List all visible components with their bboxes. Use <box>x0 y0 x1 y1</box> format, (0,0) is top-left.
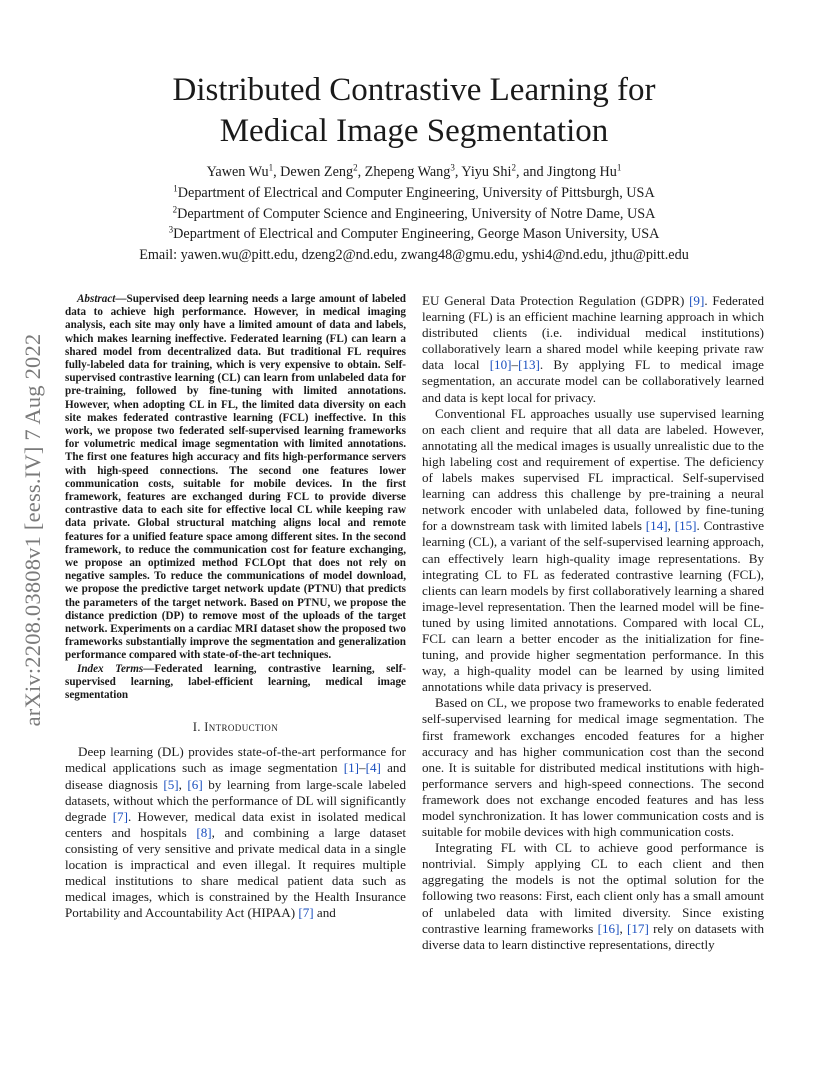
author-name: Dewen Zeng <box>280 164 354 180</box>
paragraph-text: – <box>511 357 519 373</box>
affiliation-line <box>0 224 828 245</box>
paragraph-text: . Contrastive learning (CL), a variant of the self-supervised learning approach, can effectively learn high-quality image representations. By integrating CL to FL as federated contrastive learning (FCL), clients can learn models by first collaboratively learning a shared image-level representation. Then the learned model will be fine-tuned by using limited annotations. Compared with local CL, FCL can learn a better encoder as the initialization for fine-tuning, and provide higher segmentation performance. In this way, a high-quality model can be learned by using limited annotations while data privacy is preserved. <box>422 518 765 695</box>
left-column <box>65 293 406 921</box>
paragraph-text: Conventional FL approaches usually use supervised learning on each client and require that all data are labeled. However, annotating all the medical images is usually unrealistic due to the high labeling cost and requirement of expertise. The deficiency of labels makes supervised FL impractical. Self-supervised learning can address this challenge by pre-training a neural network encoder with unlabeled data, followed by fine-tuning for a downstream task with limited labels <box>422 405 764 534</box>
author-separator: , <box>273 164 281 180</box>
paragraph-text: Integrating FL with CL to achieve good performance is nontrivial. Simply applying CL to each client and then aggregating the models is not the optimal solution for the following two reasons: First, each client only has a small amount of unlabeled data with limited diversity. Since existing contrastive learning frameworks <box>422 840 764 936</box>
affiliation-mark: 1 <box>173 183 178 194</box>
author-affiliation-mark: 3 <box>450 162 455 173</box>
citation-link[interactable]: [16] <box>597 920 620 936</box>
author-separator: , and <box>515 164 548 180</box>
citation-link[interactable]: [1] <box>343 760 360 776</box>
title-line-1: Distributed Contrastive Learning for <box>172 72 656 108</box>
index-terms-text: —Federated learning, contrastive learning, self-supervised learning, label-efficient learning, medical image segmentation <box>65 662 406 702</box>
citation-link[interactable]: [15] <box>674 518 697 534</box>
affiliation-text: Department of Computer Science and Engineering, University of Notre Dame, USA <box>177 205 656 222</box>
citation-link[interactable]: [10] <box>489 357 512 373</box>
affiliation-list <box>0 183 828 245</box>
paragraph-text: and <box>313 905 336 921</box>
paragraph-text: rely on datasets with diverse data to learn distinctive representations, directly <box>422 920 765 952</box>
author-affiliation-mark: 1 <box>268 162 274 173</box>
paragraph-text: , and combining a large dataset consisting of very sensitive and private medical data in a single location is impractical and even illegal. It requires multiple medical institutions to share medical patient data such as medical images, which is constrained by the Health Insurance Portability and Accountability Act (HIPAA) <box>65 824 406 921</box>
author-list <box>0 162 828 183</box>
section-title: Introduction <box>204 720 279 735</box>
right-paragraph-3 <box>422 695 764 840</box>
citation-link[interactable]: [17] <box>627 920 649 936</box>
citation-link[interactable]: [4] <box>365 760 381 776</box>
abstract-text: —Supervised deep learning needs a large amount of labeled data to achieve high performance. However, in medical imaging analysis, each site may only have a limited amount of data and labels, which makes learning ineffective. Federated learning (FL) can learn a shared model from decentralized data. But traditional FL requires fully-labeled data for training, which is very expensive to obtain. Self-supervised contrastive learning (CL) can learn from unlabeled data for pre-training, followed by fine-tuning with limited annotations. However, when adopting CL in FL, the limited data diversity on each site makes federated contrastive learning (FCL) ineffective. In this work, we propose two federated self-supervised learning frameworks for volumetric medical image segmentation with limited annotations. The first one features high accuracy and fits high-performance servers with high-speed connections. The second one features lower communication costs, suitable for mobile devices. In the first framework, features are exchanged during FCL to provide diverse contrastive data to each site for effective local CL while keeping raw data private. Global structural matching aligns local and remote features for a unified feature space among different sites. In the second framework, to reduce the communication cost for feature exchanging, we propose an optimized method FCLOpt that does not rely on negative samples. To reduce the communications of model download, we propose the predictive target network update (PTNU) that predicts the parameters of the target network. Based on PTNU, we propose the distance prediction (DP) to remove most of the uploads of the target network. Experiments on a cardiac MRI dataset show the proposed two frameworks substantially improve the segmentation and generalization performance compared with state-of-the-art techniques. <box>65 293 406 662</box>
author-separator: , <box>357 164 365 180</box>
affiliation-mark: 3 <box>168 224 174 235</box>
arxiv-identifier: arXiv:2208.03808v1 [eess.IV] 7 Aug 2022 <box>20 333 45 727</box>
author-separator: , <box>454 164 462 180</box>
author-affiliation-mark: 1 <box>616 162 622 173</box>
author-name: Yawen Wu <box>206 164 269 180</box>
paragraph-text: , <box>178 776 188 792</box>
paragraph-text: by learning from large-scale labeled datasets, without which the performance of DL will significantly degrade <box>65 776 407 824</box>
right-paragraph-4 <box>422 840 764 953</box>
author-name: Zhepeng Wang <box>364 164 451 180</box>
citation-link[interactable]: [6] <box>187 776 203 792</box>
paragraph-text: . However, medical data exist in isolated medical centers and hospitals <box>65 808 406 840</box>
affiliation-line <box>0 204 828 225</box>
arxiv-side-stamp <box>18 290 48 770</box>
intro-paragraph-1 <box>65 744 406 921</box>
citation-link[interactable]: [13] <box>518 357 540 373</box>
paragraph-text: , <box>619 920 627 936</box>
author-affiliation-mark: 2 <box>353 162 358 173</box>
citation-link[interactable]: [14] <box>645 518 668 534</box>
abstract <box>65 293 406 663</box>
author-affiliation-mark: 2 <box>511 162 516 173</box>
affiliation-mark: 2 <box>172 203 178 214</box>
citation-link[interactable]: [9] <box>689 293 705 308</box>
citation-link[interactable]: [5] <box>163 776 179 792</box>
title-line-2: Medical Image Segmentation <box>219 113 609 149</box>
paragraph-text: . By applying FL to medical image segmentation, an accurate model can be collaboratively learned and data is kept local for privacy. <box>422 357 764 405</box>
paragraph-text: , <box>667 518 675 534</box>
author-name: Yiyu Shi <box>461 164 512 180</box>
paragraph-text: – <box>359 760 366 776</box>
abstract-label: Abstract <box>77 293 116 305</box>
paragraph-text: EU General Data Protection Regulation (GDPR) <box>422 293 690 308</box>
right-paragraph-1 <box>422 293 764 406</box>
affiliation-line <box>0 183 828 204</box>
paragraph-text: . Federated learning (FL) is an efficient machine learning approach in which distributed clients (i.e. individual medical institutions) collaboratively learn a shared model while keeping private raw data local <box>422 293 764 373</box>
index-terms-label: Index Terms <box>77 662 144 675</box>
section-heading <box>65 719 406 735</box>
paragraph-text: and disease diagnosis <box>65 760 406 792</box>
paragraph-text: Deep learning (DL) provides state-of-the-art performance for medical applications such as image segmentation <box>65 744 406 776</box>
right-paragraph-2 <box>422 406 764 696</box>
index-terms <box>65 663 406 703</box>
email-line: Email: yawen.wu@pitt.edu, dzeng2@nd.edu, zwang48@gmu.edu, yshi4@nd.edu, jthu@pitt.edu <box>139 247 689 264</box>
affiliation-text: Department of Electrical and Computer Engineering, George Mason University, USA <box>173 226 660 243</box>
affiliation-text: Department of Electrical and Computer Engineering, University of Pittsburgh, USA <box>177 184 655 201</box>
citation-link[interactable]: [8] <box>196 824 212 840</box>
paragraph-text: Based on CL, we propose two frameworks to enable federated self-supervised learning for medical image segmentation. The first framework exchanges encoded features for a higher accuracy and has higher communication cost than the second one. It is suitable for distributed medical institutions with high-performance servers and high-speed connections. The second framework does not exchange encoded features and has less model synchronization. It has lower communication costs and is suitable for mobile devices with high communication costs. <box>422 695 764 840</box>
author-name: Jingtong Hu <box>547 164 617 180</box>
paper-title <box>0 70 828 152</box>
right-column <box>422 293 764 953</box>
citation-link[interactable]: [7] <box>112 808 128 824</box>
section-number: I. <box>192 720 201 735</box>
citation-link[interactable]: [7] <box>298 905 314 921</box>
author-block <box>0 162 828 266</box>
